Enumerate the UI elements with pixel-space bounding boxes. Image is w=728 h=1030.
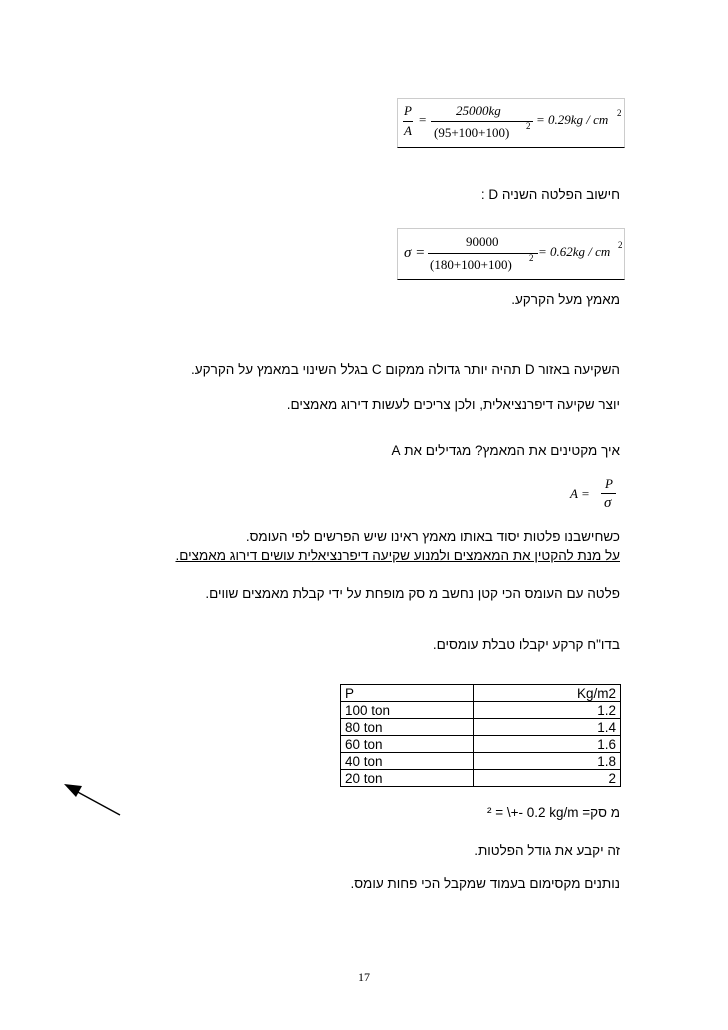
formula-area-lhs: A = <box>570 486 590 501</box>
formula-equals: = <box>419 112 427 127</box>
paragraph-computed: כשחישבנו פלטות יסוד באותו מאמץ ראינו שיש הפרשים לפי העומס. <box>245 529 620 544</box>
load-table <box>340 684 621 787</box>
table-cell-stress: 1.4 <box>474 719 621 736</box>
formula2-result-exponent: 2 <box>618 240 623 250</box>
plate-d-heading: חישוב הפלטה השניה D : <box>480 187 620 202</box>
formula2-result: = 0.62kg / cm <box>538 244 611 259</box>
formula-result: = 0.29kg / cm <box>536 112 609 127</box>
table-cell-stress: 1.2 <box>474 702 621 719</box>
paragraph-maximum: נותנים מקסימום בעמוד שמקבל הכי פחות עומס. <box>350 876 620 891</box>
paragraph-settlement: השקיעה באזור D תהיה יותר גדולה ממקום C בגלל השינוי במאמץ על הקרקע. <box>191 362 620 377</box>
table-row <box>341 702 621 719</box>
formula-lhs-numerator: P <box>404 103 412 118</box>
formula-sigma: σ = <box>404 245 426 261</box>
arrow-icon <box>60 780 124 820</box>
formula-denominator: (95+100+100) <box>434 125 510 140</box>
table-cell-load: 60 ton <box>341 736 474 753</box>
formula-lhs-denominator: A <box>404 123 412 138</box>
paragraph-soil-report: בדו"ח קרקע יקבלו טבלת עומסים. <box>432 637 620 652</box>
formula-numerator: 25000kg <box>456 103 501 118</box>
paragraph-plate: פלטה עם העומס הכי קטן נחשב מ סק מופחת על ידי קבלת מאמצים שווים. <box>205 586 620 601</box>
paragraph-differential: יוצר שקיעה דיפרנציאלית, ולכן צריכים לעשות דירוג מאמצים. <box>286 397 620 412</box>
table-row <box>341 736 621 753</box>
table-header-p: P <box>341 685 474 702</box>
table-cell-stress: 2 <box>474 770 621 787</box>
paragraph-reduce-stress: איך מקטינים את המאמץ? מגדילים את A <box>391 443 620 458</box>
formula-area-denominator: σ <box>604 495 612 511</box>
msk-line <box>487 805 620 820</box>
table-cell-load: 40 ton <box>341 753 474 770</box>
formula2-denominator: (180+100+100) <box>430 257 512 272</box>
formula2-denominator-exponent: 2 <box>529 253 534 263</box>
formula-result-exponent: 2 <box>617 108 622 118</box>
table-cell-stress: 1.8 <box>474 753 621 770</box>
table-header-row <box>341 685 621 702</box>
formula-area <box>570 474 620 514</box>
paragraph-underlined: על מנת להקטין את המאמצים ולמנוע שקיעה דיפרנציאלית עושים דירוג מאמצים. <box>175 548 620 563</box>
table-row <box>341 719 621 736</box>
table-row <box>341 770 621 787</box>
msk-line-units: ² = \+- 0.2 kg/m <box>486 805 579 820</box>
page-number: 17 <box>358 970 370 984</box>
formula2-fraction-line <box>428 253 538 254</box>
formula-denominator-exponent: 2 <box>526 121 531 131</box>
formula-fraction-line <box>431 121 533 122</box>
formula2-numerator: 90000 <box>466 234 499 249</box>
table-cell-load: 100 ton <box>341 702 474 719</box>
table-row <box>341 753 621 770</box>
paragraph-plate-size: זה יקבע את גודל הפלטות. <box>474 843 620 858</box>
table-cell-load: 20 ton <box>341 770 474 787</box>
table-cell-stress: 1.6 <box>474 736 621 753</box>
msk-line-label: מ סק= <box>582 805 620 820</box>
table-header-kg: Kg/m2 <box>474 685 621 702</box>
formula-area-numerator: P <box>605 476 613 491</box>
formula-area-line <box>601 493 616 494</box>
stress-caption: מאמץ מעל הקרקע. <box>511 292 620 307</box>
formula-lhs-line <box>403 121 413 122</box>
formula-pressure-box <box>397 98 625 148</box>
table-cell-load: 80 ton <box>341 719 474 736</box>
formula-stress-box <box>397 228 625 280</box>
